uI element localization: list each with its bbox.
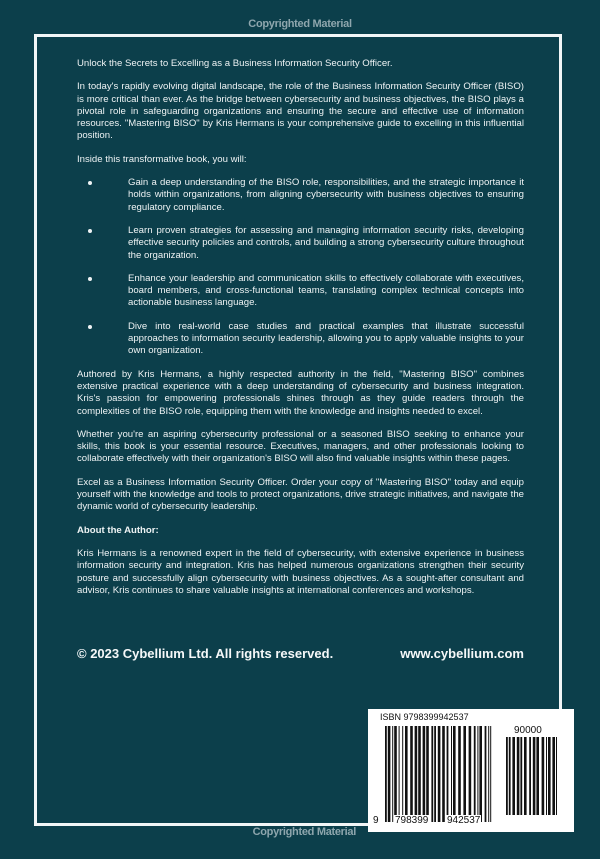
barcode-bar: [394, 726, 397, 822]
barcode-bar: [536, 737, 539, 815]
authored-paragraph: Authored by Kris Hermans, a highly respected authority in the field, "Mastering BISO" combines extensive practical experience with a deep understanding of cybersecurity and business integration. Kris's passion for empowering professionals shines through as they guide readers through the complexities of the BISO role, equipping them with the knowledge and insights needed to excel.: [77, 368, 524, 417]
barcode-bar: [399, 726, 400, 822]
about-author-heading: About the Author:: [77, 524, 159, 536]
barcode-bar: [477, 726, 478, 822]
barcode-bar: [552, 737, 555, 815]
barcode-bar: [405, 726, 408, 822]
publisher-website: www.cybellium.com: [400, 646, 524, 661]
barcode-bar: [524, 737, 527, 815]
copyrighted-material-watermark-bottom: Copyrighted Material: [252, 826, 356, 838]
back-cover-text: [77, 58, 524, 608]
isbn-barcode: [368, 709, 574, 832]
barcode-bar: [415, 726, 418, 822]
list-item: Gain a deep understanding of the BISO role, responsibilities, and the strategic importance it holds within organizations, from aligning cybersecurity with business objectives to ensuring regulatory compliance.: [128, 177, 524, 213]
isbn-label: ISBN 9798399942537: [380, 712, 469, 722]
barcode-digits-right: 942537: [447, 815, 481, 826]
barcode-bar: [410, 726, 413, 822]
barcode-bar: [485, 726, 487, 822]
barcode-bar: [438, 726, 441, 822]
barcode-bar: [542, 737, 545, 815]
barcode-bar: [392, 726, 393, 822]
barcode-bar: [490, 726, 491, 822]
barcode-bar: [474, 726, 476, 822]
barcode-bars: [385, 726, 495, 822]
barcode-bar: [458, 726, 461, 822]
barcode-bar: [385, 726, 387, 822]
copyrighted-material-watermark: Copyrighted Material: [248, 18, 352, 30]
cover-footer: [77, 646, 524, 661]
barcode-bar: [556, 737, 557, 815]
list-item: Enhance your leadership and communication skills to effectively collaborate with executives, board members, and cross-functional teams, translating complex technical concepts into actionable business language.: [128, 272, 524, 309]
barcode-bar: [453, 726, 456, 822]
barcode-bar: [426, 726, 429, 822]
barcode-bar: [509, 737, 511, 815]
barcode-bar: [469, 726, 472, 822]
barcode-bar: [512, 737, 515, 815]
barcode-bar: [488, 726, 489, 822]
barcode-bar: [479, 726, 482, 822]
barcode-bar: [506, 737, 508, 815]
price-addon-code: 90000: [514, 725, 542, 736]
barcode-bar: [418, 726, 421, 822]
barcode-bar: [548, 737, 551, 815]
benefits-list: [77, 177, 524, 358]
barcode-digits-left: 798399: [395, 815, 429, 826]
barcode-bar: [431, 726, 433, 822]
copyright-notice: © 2023 Cybellium Ltd. All rights reserved.: [77, 646, 334, 661]
barcode-bar: [447, 726, 449, 822]
barcode-bar: [533, 737, 536, 815]
intro-paragraph: In today's rapidly evolving digital landscape, the role of the Business Information Security Officer (BISO) is more critical than ever. As the bridge between cybersecurity and business objectives, the BISO plays a pivotal role in safeguarding organizations and ensuring the secure and effective use of information resources. "Mastering BISO" by Kris Hermans is your comprehensive guide to excelling in this influential position.: [77, 81, 524, 142]
barcode-bar: [451, 726, 452, 822]
barcode-bar: [442, 726, 445, 822]
addon-barcode-bars: [506, 737, 560, 815]
barcode-bar: [423, 726, 426, 822]
barcode-bar: [463, 726, 466, 822]
list-item: Learn proven strategies for assessing and managing information security risks, developing effective security policies and controls, and building a strong cybersecurity culture throughout the organization.: [128, 224, 524, 261]
barcode-bar: [402, 726, 403, 822]
audience-paragraph: Whether you're an aspiring cybersecurity professional or a seasoned BISO seeking to enhance your skills, this book is your essential resource. Executives, managers, and other professionals looking to collaborate effectively with their organization's BISO will also find valuable insights within these pages.: [77, 428, 524, 465]
barcode-bar: [388, 726, 391, 822]
call-to-action-paragraph: Excel as a Business Information Security Officer. Order your copy of "Mastering BISO" today and equip yourself with the knowledge and tools to protect organizations, drive strategic initiatives, and navigate the dynamic world of cybersecurity leadership.: [77, 476, 524, 513]
bullets-lead: Inside this transformative book, you will:: [77, 153, 247, 165]
about-author-text: Kris Hermans is a renowned expert in the field of cybersecurity, with extensive experience in business information security and integration. Kris has helped numerous organizations strengthen their security posture and successfully align cybersecurity with business objectives. As a sought-after consultant and advisor, Kris continues to share valuable insights at international conferences and workshops.: [77, 547, 524, 596]
list-item: Dive into real-world case studies and practical examples that illustrate successful approaches to information security leadership, allowing you to apply valuable insights to your own organization.: [128, 320, 524, 357]
barcode-bar: [517, 737, 520, 815]
intro-title: Unlock the Secrets to Excelling as a Business Information Security Officer.: [77, 58, 393, 69]
barcode-bar: [529, 737, 531, 815]
barcode-bar: [520, 737, 522, 815]
barcode-digit-first: 9: [373, 815, 379, 826]
barcode-bar: [546, 737, 547, 815]
barcode-bar: [434, 726, 436, 822]
